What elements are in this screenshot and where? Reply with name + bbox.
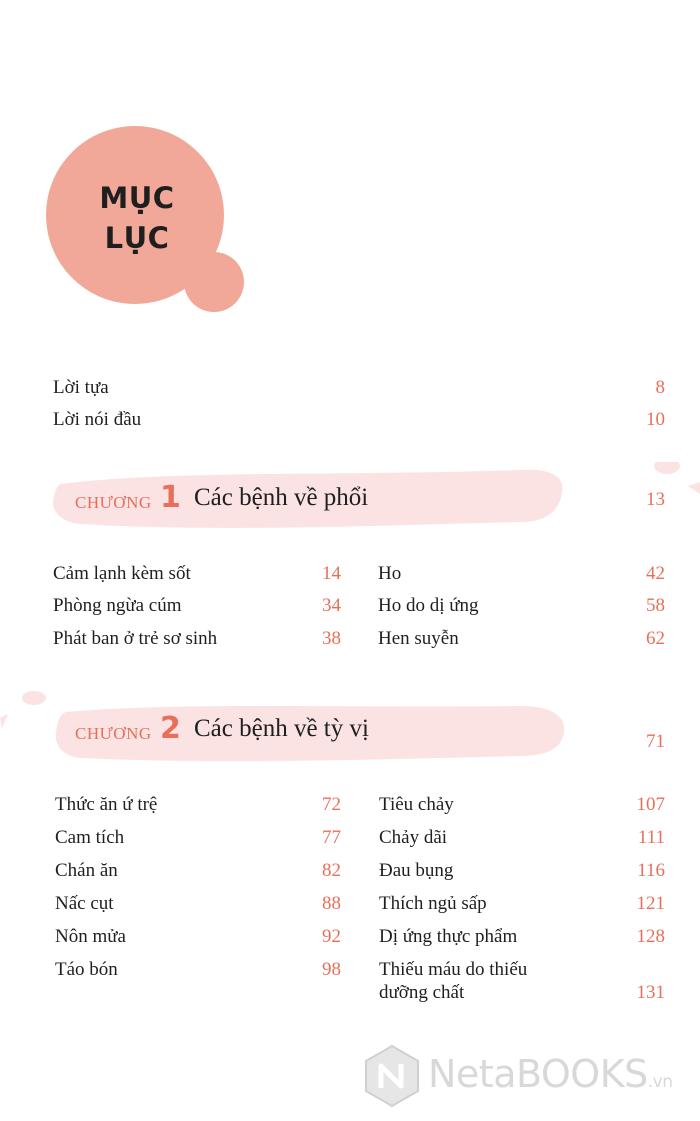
watermark-brand [428, 1052, 673, 1096]
chapter-2-number: 2 [160, 711, 181, 746]
toc-entry-page: 111 [637, 827, 665, 848]
toc-entry-label[interactable]: Nôn mửa [55, 926, 126, 947]
toc-entry-page: 34 [322, 595, 341, 616]
toc-entry-page: 121 [636, 893, 665, 914]
toc-entry-label-line1[interactable]: Thiếu máu do thiếu [379, 959, 528, 980]
toc-entry-label[interactable]: Lời nói đầu [53, 409, 142, 430]
chapter-2-page: 71 [646, 731, 665, 752]
watermark-suffix: .vn [647, 1072, 673, 1092]
toc-entry-page: 116 [637, 860, 665, 881]
toc-entry-label[interactable]: Táo bón [55, 959, 118, 980]
toc-entry-label[interactable]: Thích ngủ sấp [379, 893, 487, 914]
chapter-2-title[interactable]: Các bệnh về tỳ vị [194, 715, 369, 742]
chapter-1-word: CHƯƠNG [75, 493, 152, 512]
toc-entry-page: 8 [655, 377, 665, 398]
page-title-line1: MỤC [99, 181, 175, 215]
toc-entry-label[interactable]: Thức ăn ứ trệ [55, 794, 158, 815]
toc-entry-page: 92 [322, 926, 341, 947]
toc-entry-page: 58 [646, 595, 665, 616]
toc-entry-page: 82 [322, 860, 341, 881]
toc-entry-page: 88 [322, 893, 341, 914]
toc-entry-label-line2[interactable]: dưỡng chất [379, 982, 465, 1003]
toc-entry-page: 10 [646, 409, 665, 430]
toc-entry-label[interactable]: Chán ăn [55, 860, 118, 881]
page-title-line2: LỤC [104, 221, 170, 255]
toc-entry-page: 14 [322, 563, 341, 584]
toc-entry-label[interactable]: Cam tích [55, 827, 125, 848]
toc-entry-label[interactable]: Hen suyễn [378, 628, 459, 649]
toc-entry-page: 98 [322, 959, 341, 980]
toc-entry-label[interactable]: Ho [378, 563, 402, 584]
chapter-1-number: 1 [160, 480, 181, 515]
toc-entry-label[interactable]: Chảy dãi [379, 827, 448, 848]
toc-entry-label[interactable]: Dị ứng thực phẩm [379, 926, 518, 947]
toc-entry-label[interactable]: Nấc cụt [55, 893, 114, 914]
toc-entry-label[interactable]: Phát ban ở trẻ sơ sinh [53, 628, 218, 649]
toc-entry-page: 38 [322, 628, 341, 649]
toc-entry-page: 72 [322, 794, 341, 815]
toc-entry-page: 77 [322, 827, 341, 848]
netabooks-logo-icon [363, 1044, 421, 1108]
toc-entry-label[interactable]: Tiêu chảy [379, 794, 454, 815]
chapter-1-title[interactable]: Các bệnh về phổi [194, 484, 369, 511]
watermark-brand-text: NetaBOOKS [428, 1052, 648, 1096]
toc-entry-label[interactable]: Đau bụng [379, 860, 454, 881]
toc-entry-page: 128 [636, 926, 665, 947]
toc-entry-label[interactable]: Cảm lạnh kèm sốt [53, 563, 191, 584]
toc-entry-label[interactable]: Lời tựa [53, 377, 109, 398]
toc-entry-page: 131 [636, 982, 665, 1003]
toc-entry-label[interactable]: Phòng ngừa cúm [53, 595, 182, 616]
chapter-1-page: 13 [646, 489, 665, 510]
chapter-2-word: CHƯƠNG [75, 724, 152, 743]
toc-entry-page: 62 [646, 628, 665, 649]
toc-entry-label[interactable]: Ho do dị ứng [378, 595, 479, 616]
toc-entry-page: 42 [646, 563, 665, 584]
toc-entry-page: 107 [636, 794, 665, 815]
